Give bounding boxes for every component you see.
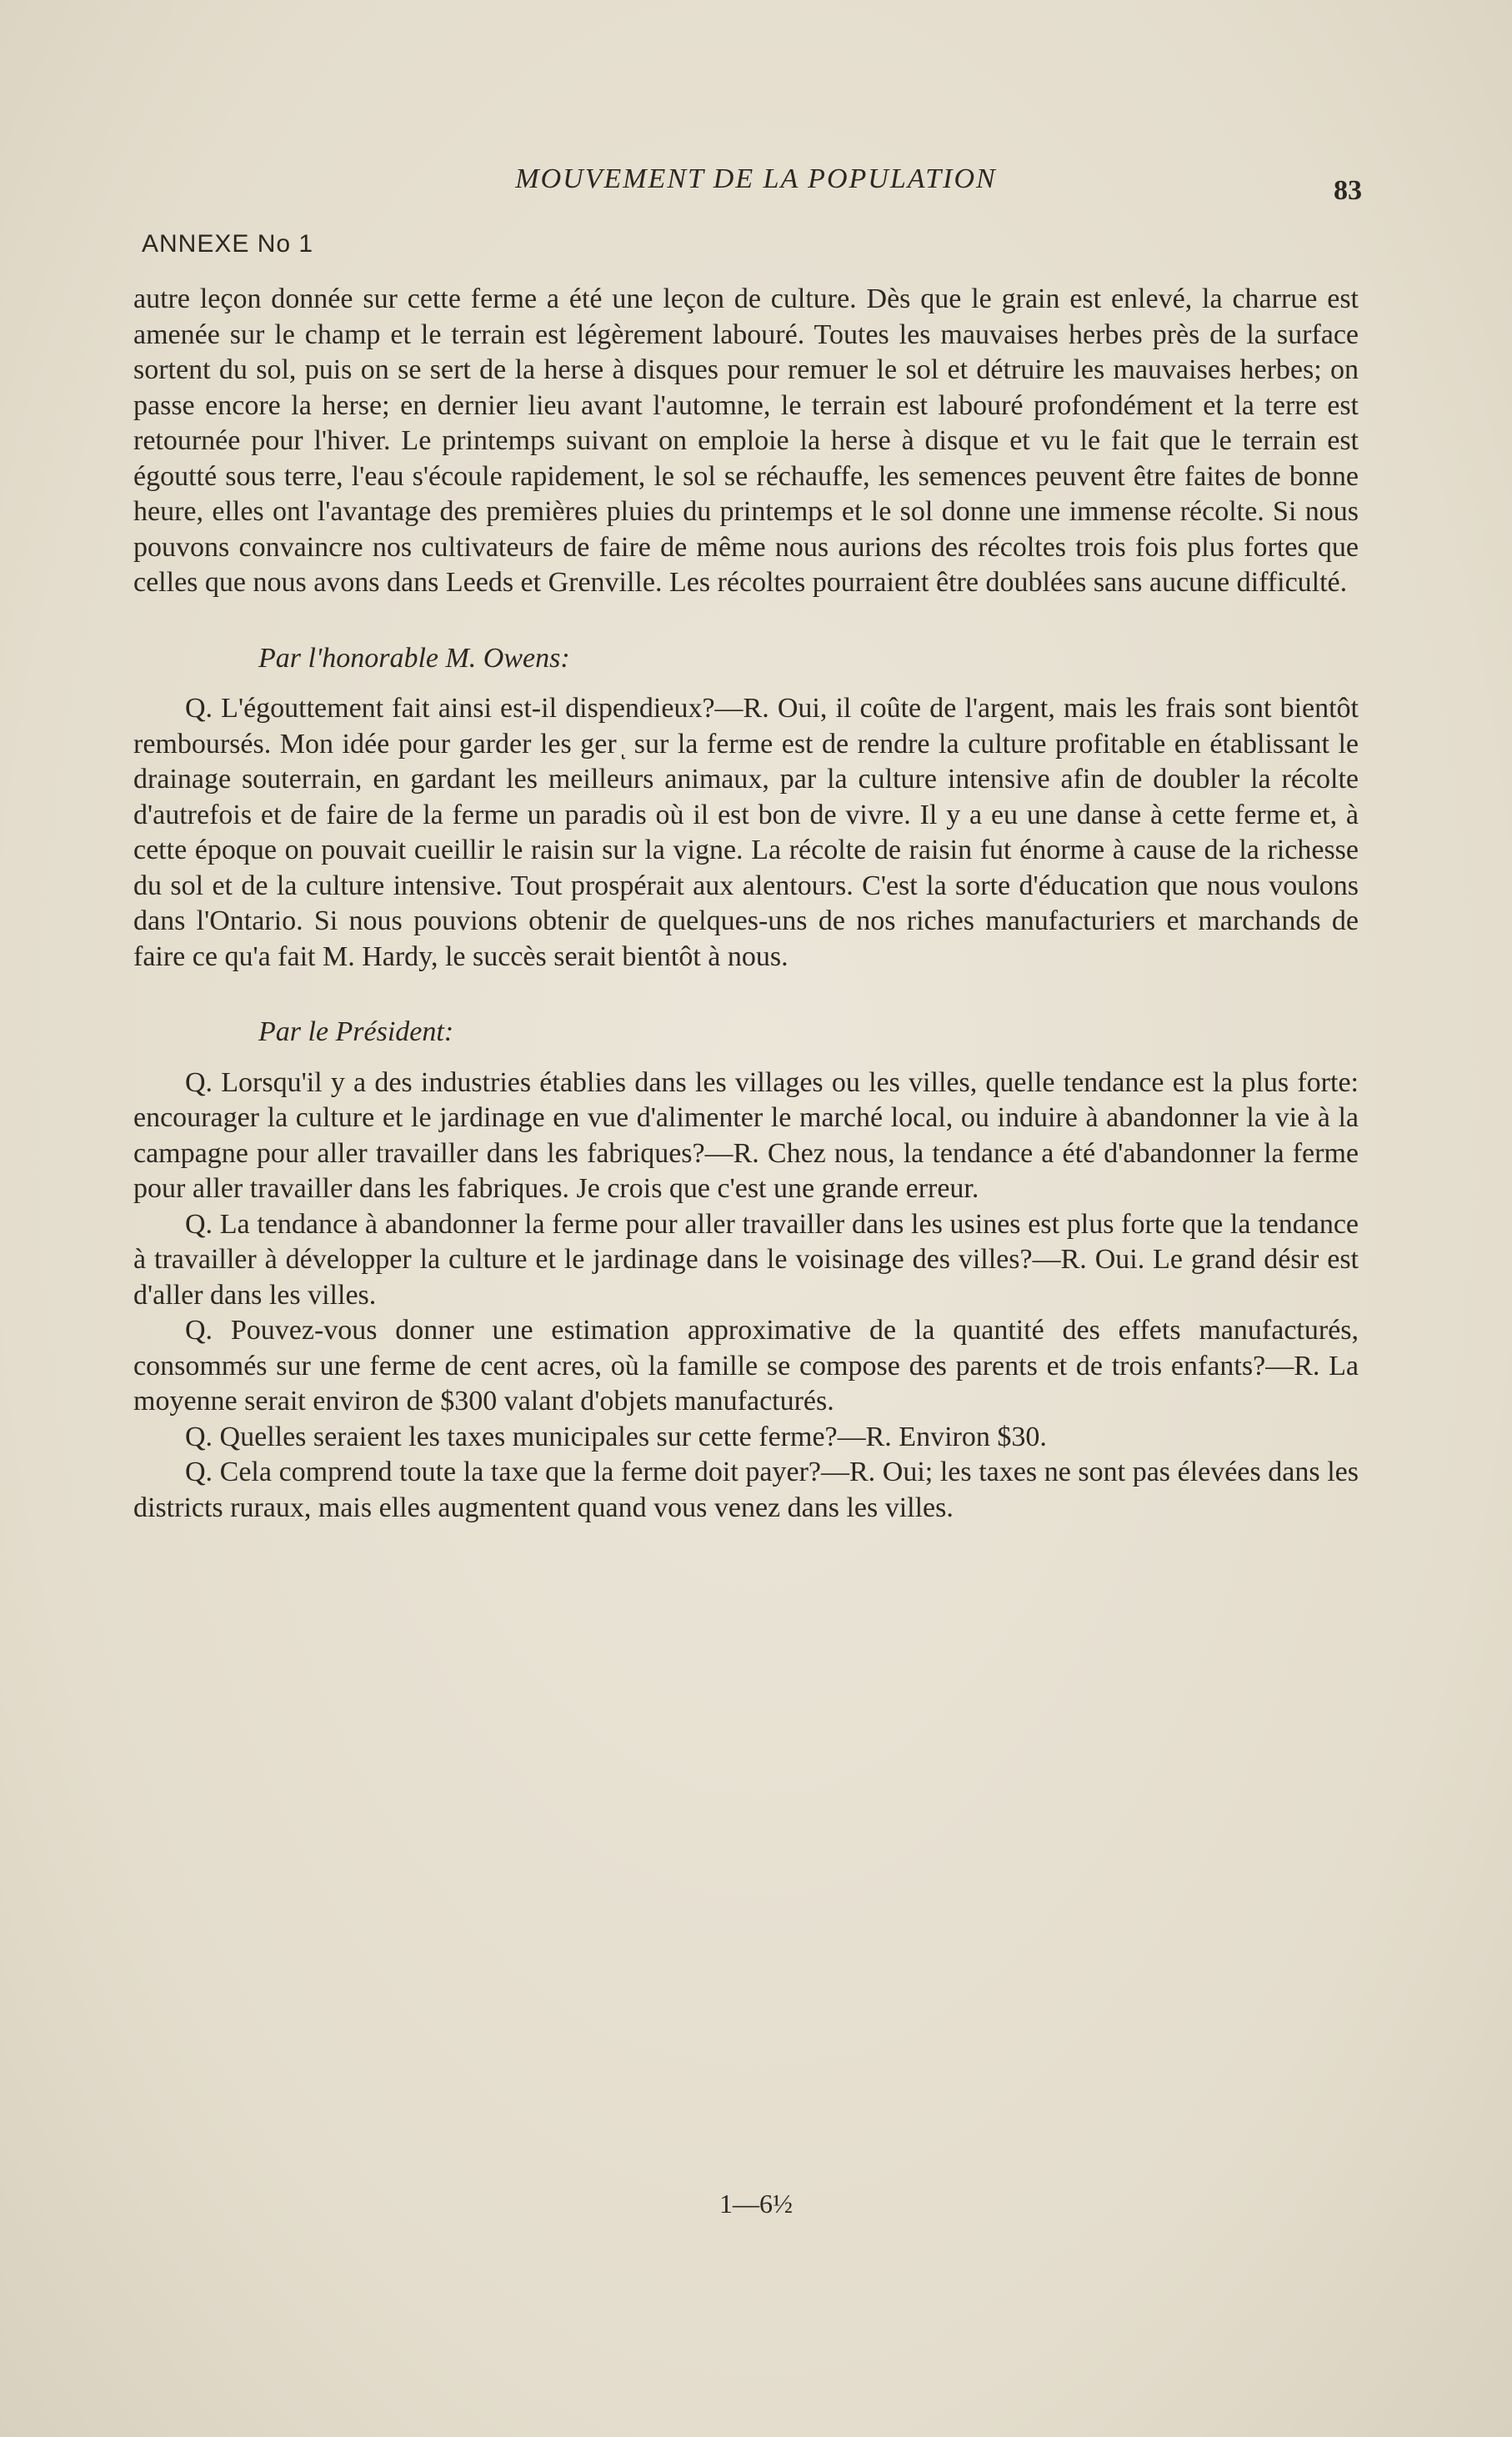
qa-president-3: Q. Pouvez-vous donner une estimation approximative de la quantité des effets manufacturés, consommés sur une ferme de cent acres, où la famille se compose des parents et de trois enfants?—R. La moyenne serait environ de $300 valant d'objets manufacturés. — [133, 1315, 1359, 1417]
paragraph-continuation: autre leçon donnée sur cette ferme a été une leçon de culture. Dès que le grain est enlevé, la charrue est amenée sur le champ et le terrain est légèrement labouré. Toutes les mauvaises herbes près de la surface sortent du sol, puis on se sert de la herse à disques pour remuer le sol et détruire les mauvaises herbes; on passe encore la herse; en dernier lieu avant l'automne, le terrain est labouré profondément et la terre est retournée pour l'hiver. Le printemps suivant on emploie la herse à disque et vu le fait que le terrain est égoutté sous terre, l'eau s'écoule rapidement, le sol se réchauffe, les semences peuvent être faites de bonne heure, elles ont l'avantage des premières pluies du printemps et le sol donne une immense récolte. Si nous pouvons convaincre nos cultivateurs de faire de même nous aurions des récoltes trois fois plus fortes que celles que nous avons dans Leeds et Grenville. Les récoltes pourraient être doublées sans aucune difficulté. — [133, 283, 1359, 598]
qa-owens: Q. L'égouttement fait ainsi est-il dispendieux?—R. Oui, il coûte de l'argent, mais les frais sont bientôt remboursés. Mon idée pour garder les ger ͅ sur la ferme est de rendre la culture profitable en établissant le drainage souterrain, en gardant les meilleurs animaux, par la culture intensive afin de doubler la récolte d'autrefois et de faire de la ferme un paradis où il est bon de vivre. Il y a eu une danse à cette ferme et, à cette époque on pouvait cueillir le raisin sur la vigne. La récolte de raisin fut énorme à cause de la richesse du sol et de la culture intensive. Tout prospérait aux alentours. C'est la sorte d'éducation que nous voulons dans l'Ontario. Si nous pouvions obtenir de quelques-uns de nos riches manufacturiers et marchands de faire ce qu'a fait M. Hardy, le succès serait bientôt à nous. — [133, 693, 1359, 972]
running-title: MOUVEMENT DE LA POPULATION — [515, 163, 997, 194]
qa-president-4: Q. Quelles seraient les taxes municipales sur cette ferme?—R. Environ $30. — [185, 1421, 1047, 1452]
speaker-heading-owens: Par l'honorable M. Owens: — [258, 642, 570, 674]
qa-president-5: Q. Cela comprend toute la taxe que la ferme doit payer?—R. Oui; les taxes ne sont pas élevées dans les districts ruraux, mais elles augmentent quand vous venez dans les villes. — [133, 1457, 1359, 1523]
page-number: 83 — [1334, 175, 1362, 206]
signature-mark: 1—6½ — [719, 2189, 793, 2219]
qa-president-1: Q. Lorsqu'il y a des industries établies dans les villages ou les villes, quelle tendance est la plus forte: encourager la culture et le jardinage en vue d'alimenter le marché local, ou induire à abandonner la vie à la campagne pour aller travailler dans les fabriques?—R. Chez nous, la tendance a été d'abandonner la ferme pour aller travailler dans les fabriques. Je crois que c'est une grande erreur. — [133, 1066, 1359, 1204]
qa-president-2: Q. La tendance à abandonner la ferme pour aller travailler dans les usines est plus forte que la tendance à travailler à développer la culture et le jardinage dans le voisinage des villes?—R. Oui. Le grand désir est d'aller dans les villes. — [133, 1208, 1359, 1311]
speaker-heading-president: Par le Président: — [258, 1016, 454, 1047]
body-text — [133, 282, 1359, 1526]
annex-label: ANNEXE No 1 — [142, 230, 314, 258]
